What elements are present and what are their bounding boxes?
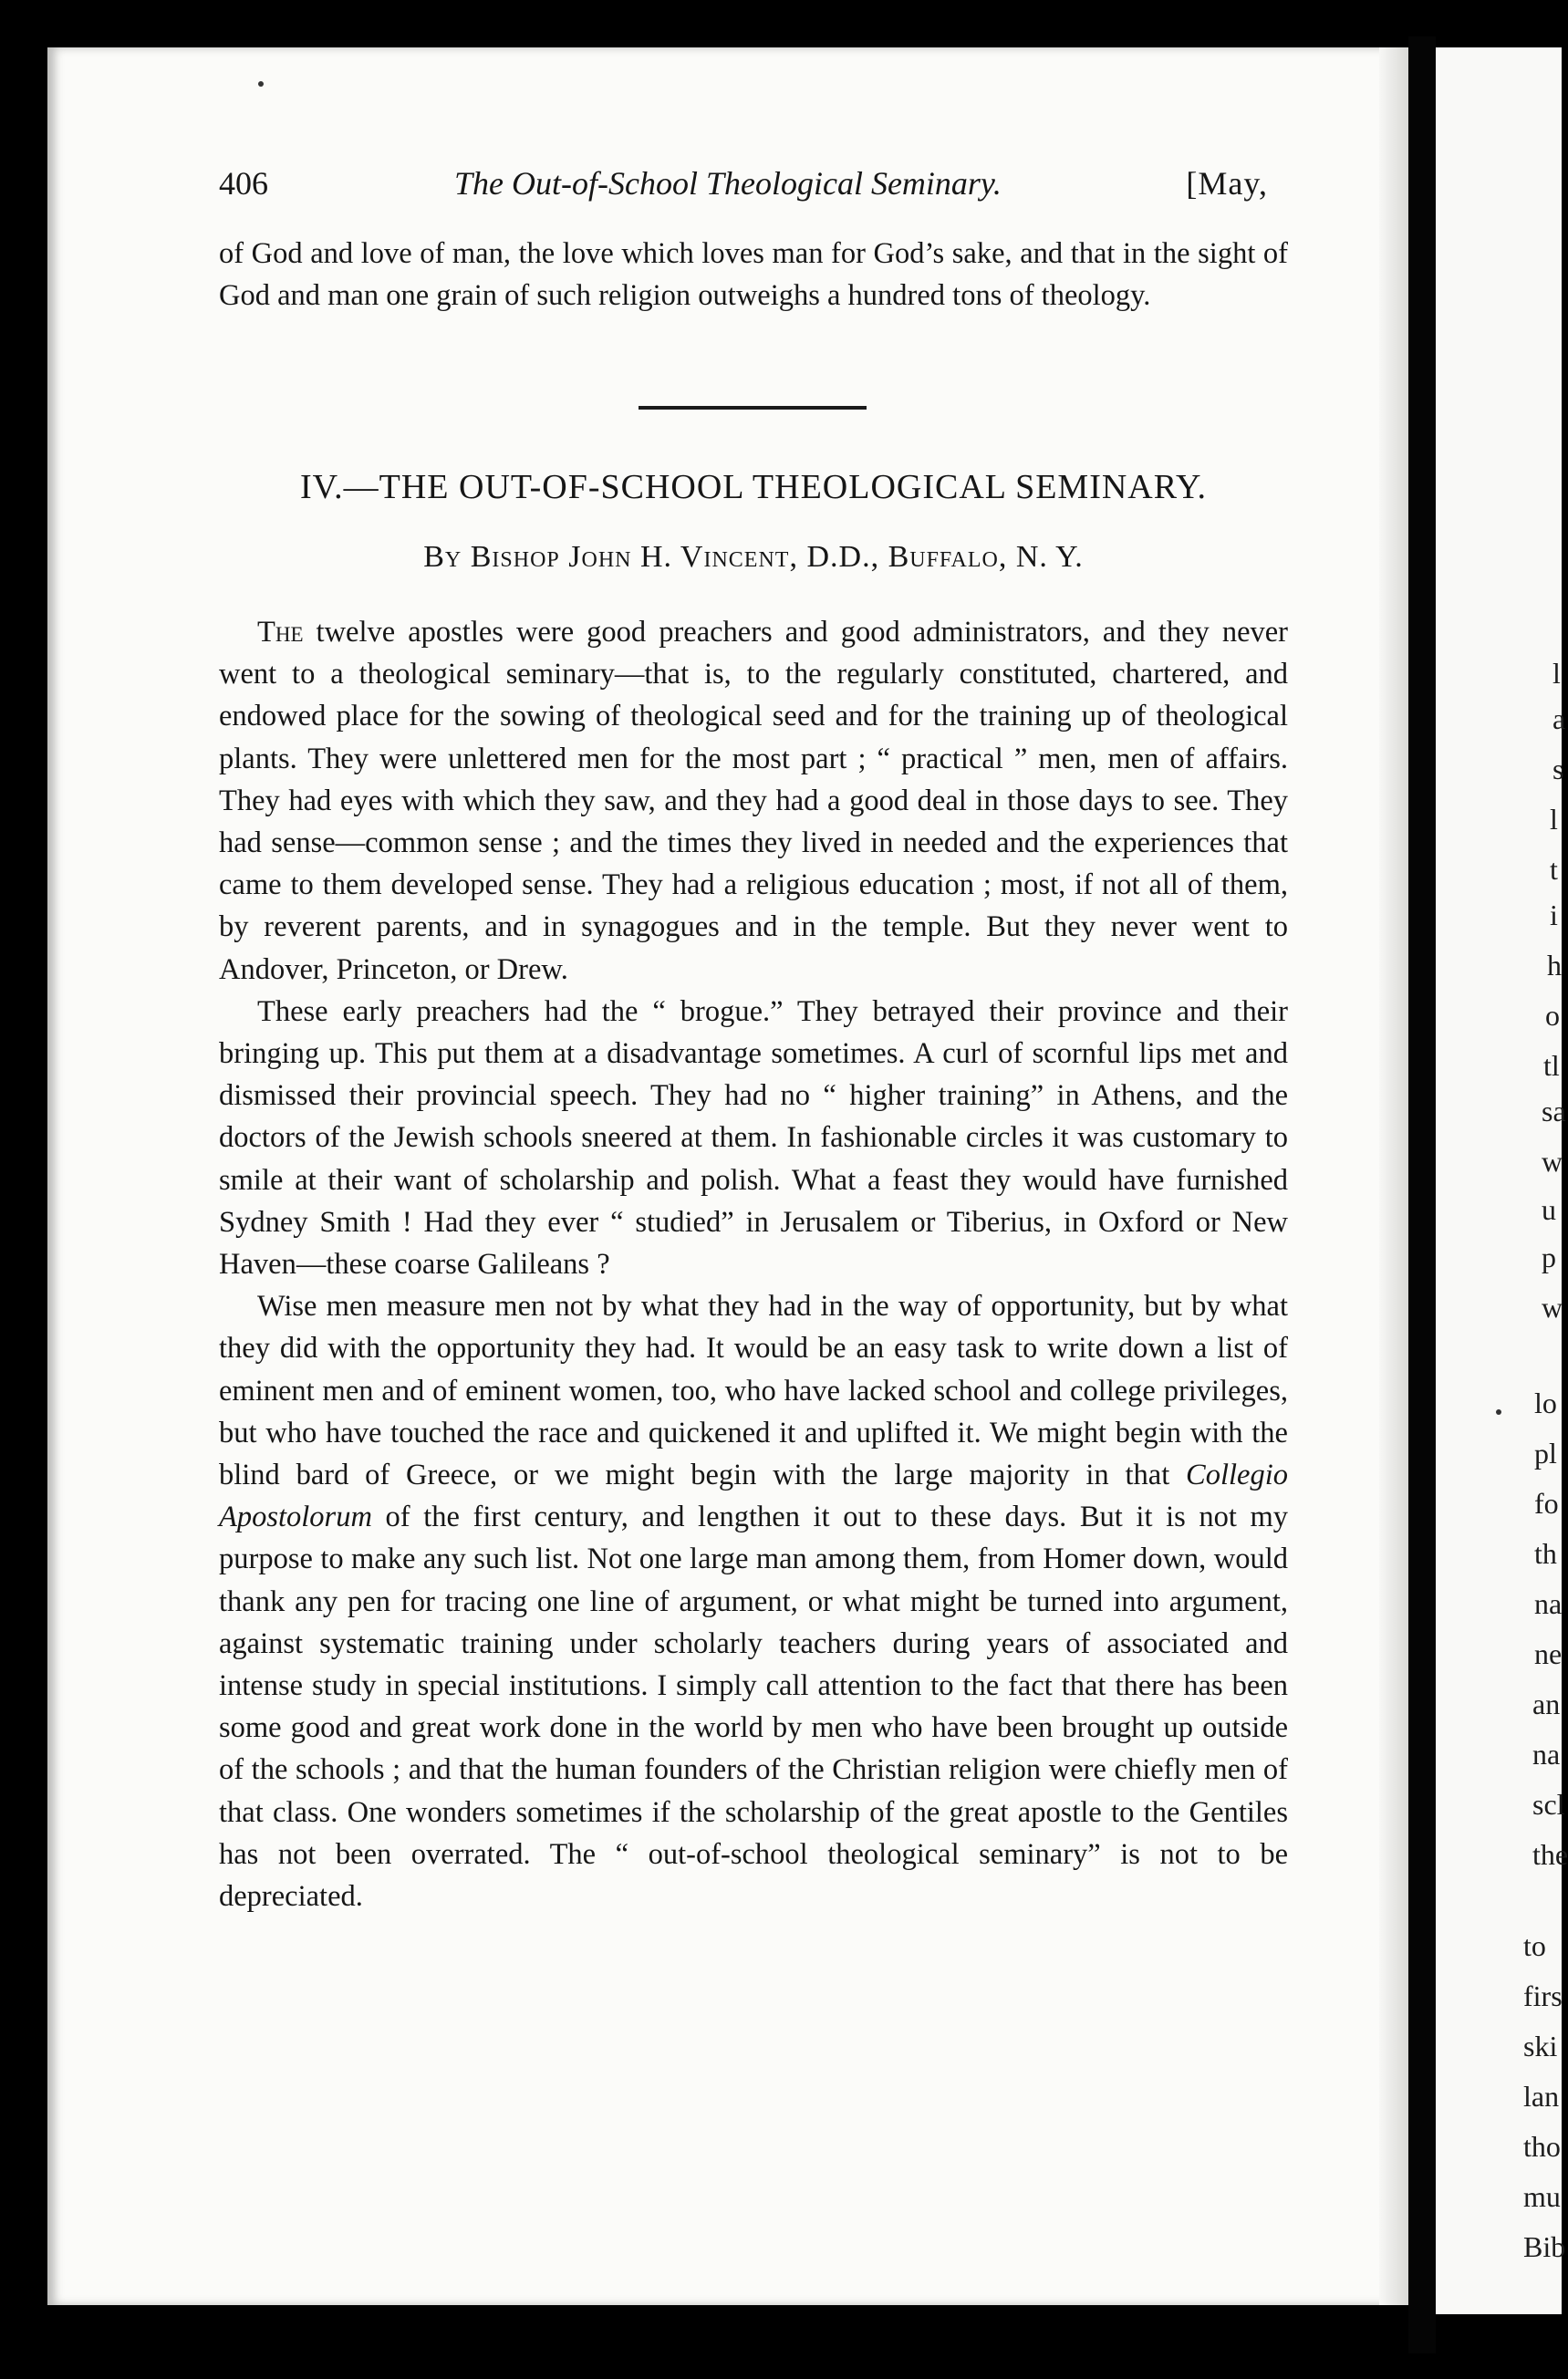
- paragraph-text: twelve apostles were good preachers and good administrators, and they never went to a theological seminary—that is, to the regularly constituted, chartered, and endowed place for the sowing of theological seed and for the training up of theological plants. They were unlettered men for the most part ; “ practical ” men, men of affairs. They had eyes with which they saw, and they had a good deal in those days to see. They had sense—common sense ; and the times they lived in needed and the experiences that came to them developed sense. They had a religious education ; most, if not all of them, by reverent parents, and in synagogues and in the temple. But they never went to Andover, Princeton, or Drew.: [219, 616, 1288, 986]
- body-paragraph-3: [219, 1285, 1288, 1917]
- dust-speck: [1496, 1409, 1501, 1415]
- section-divider: [639, 406, 867, 410]
- page-number: 406: [219, 165, 268, 202]
- lead-word: The: [257, 616, 304, 649]
- running-month: [May,: [1186, 165, 1268, 202]
- facing-fragment: th: [1534, 1537, 1557, 1570]
- dust-speck: [258, 81, 264, 87]
- running-title: The Out-of-School Theological Seminary.: [454, 165, 1002, 202]
- facing-fragment: i: [1550, 899, 1558, 931]
- body-paragraph-2: These early preachers had the “ brogue.” They betrayed their province and their bringing up. This put them at a disadvantage sometimes. A curl of scornful lips met and dismissed their provincial speech. They had no “ higher training” in Athens, and the doctors of the Jewish schools sneered at them. In fashionable circles it was customary to smile at their want of scholarship and polish. What a feast they would have furnished Sydney Smith ! Had they ever “ studied” in Jerusalem or Tiberius, in Oxford or New Haven—these coarse Galileans ?: [219, 994, 1288, 1282]
- facing-fragment: w: [1542, 1145, 1563, 1178]
- facing-fragment: ski: [1523, 2030, 1558, 2062]
- facing-fragment: t: [1550, 853, 1558, 886]
- facing-fragment: firs: [1523, 1979, 1563, 2012]
- facing-fragment: tho: [1523, 2130, 1561, 2163]
- carryover-paragraph: of God and love of man, the love which loves man for God’s sake, and that in the sight of God and man one grain of such religion outweighs a hundred tons of theology.: [219, 237, 1288, 313]
- facing-fragment: na: [1534, 1587, 1563, 1620]
- facing-fragment: the: [1532, 1838, 1568, 1871]
- facing-fragment: Bib: [1523, 2230, 1566, 2263]
- facing-fragment: pl: [1534, 1437, 1557, 1470]
- page-edge-shadow: [1379, 47, 1408, 2305]
- paragraph-text: Wise men measure men not by what they had in the way of opportunity, but by what they did with the opportunity they had. It would be an easy task to write down a list of eminent men and of eminent women, too, who have lacked school and college privileges, but who have touched the race and quickened it and uplifted it. We might begin with the blind bard of Greece, or we might begin with the large majority in that: [219, 1290, 1288, 1492]
- article-body: [219, 611, 1288, 1917]
- binding-gutter: [1408, 36, 1436, 2353]
- facing-fragment: mu: [1523, 2180, 1561, 2213]
- facing-fragment: to: [1523, 1929, 1546, 1962]
- body-paragraph-1: [219, 611, 1288, 991]
- paragraph-text: of the first century, and lengthen it out to these days. But it is not my purpose to make any such list. Not one large man among them, from Homer down, would thank any pen for tracing one line of argument, or what might be turned into argument, against systematic training under scholarly teachers during years of associated and intense study in special institutions. I simply call attention to the fact that there has been some good and great work done in the world by men who have been brought up outside of the schools ; and that the human founders of the Christian religion were chiefly men of that class. One wonders sometimes if the scholarship of the great apostle to the Gentiles has not been overrated. The “ out-of-school theological seminary” is not to be depreciated.: [219, 1501, 1288, 1914]
- facing-fragment: p: [1542, 1241, 1556, 1273]
- article-heading: IV.—THE OUT-OF-SCHOOL THEOLOGICAL SEMINARY.: [299, 468, 1208, 506]
- facing-fragment: u: [1542, 1193, 1556, 1226]
- facing-fragment: l: [1550, 803, 1558, 836]
- facing-fragment: lo: [1534, 1387, 1557, 1419]
- facing-fragment: a: [1552, 702, 1566, 735]
- running-head: [219, 164, 1268, 210]
- facing-fragment: na: [1532, 1738, 1561, 1771]
- facing-fragment: sa: [1542, 1095, 1566, 1127]
- facing-fragment: an: [1532, 1688, 1561, 1720]
- italic-phrase: Collegio Apostolorum: [219, 1459, 1288, 1534]
- facing-fragment: lan: [1523, 2080, 1560, 2113]
- facing-fragment: h: [1547, 949, 1562, 982]
- facing-fragment: w: [1542, 1291, 1563, 1324]
- facing-fragment: s: [1552, 753, 1564, 785]
- article-byline: By Bishop John H. Vincent, D.D., Buffalo, N. Y.: [423, 540, 1084, 574]
- facing-page-edge: [1436, 47, 1568, 2314]
- facing-fragment: ne: [1534, 1637, 1563, 1670]
- facing-fragment: scl: [1532, 1788, 1565, 1821]
- facing-fragment: o: [1545, 999, 1560, 1032]
- facing-fragment: l: [1552, 657, 1561, 690]
- facing-fragment: fo: [1534, 1487, 1559, 1520]
- facing-fragment: tl: [1543, 1049, 1560, 1082]
